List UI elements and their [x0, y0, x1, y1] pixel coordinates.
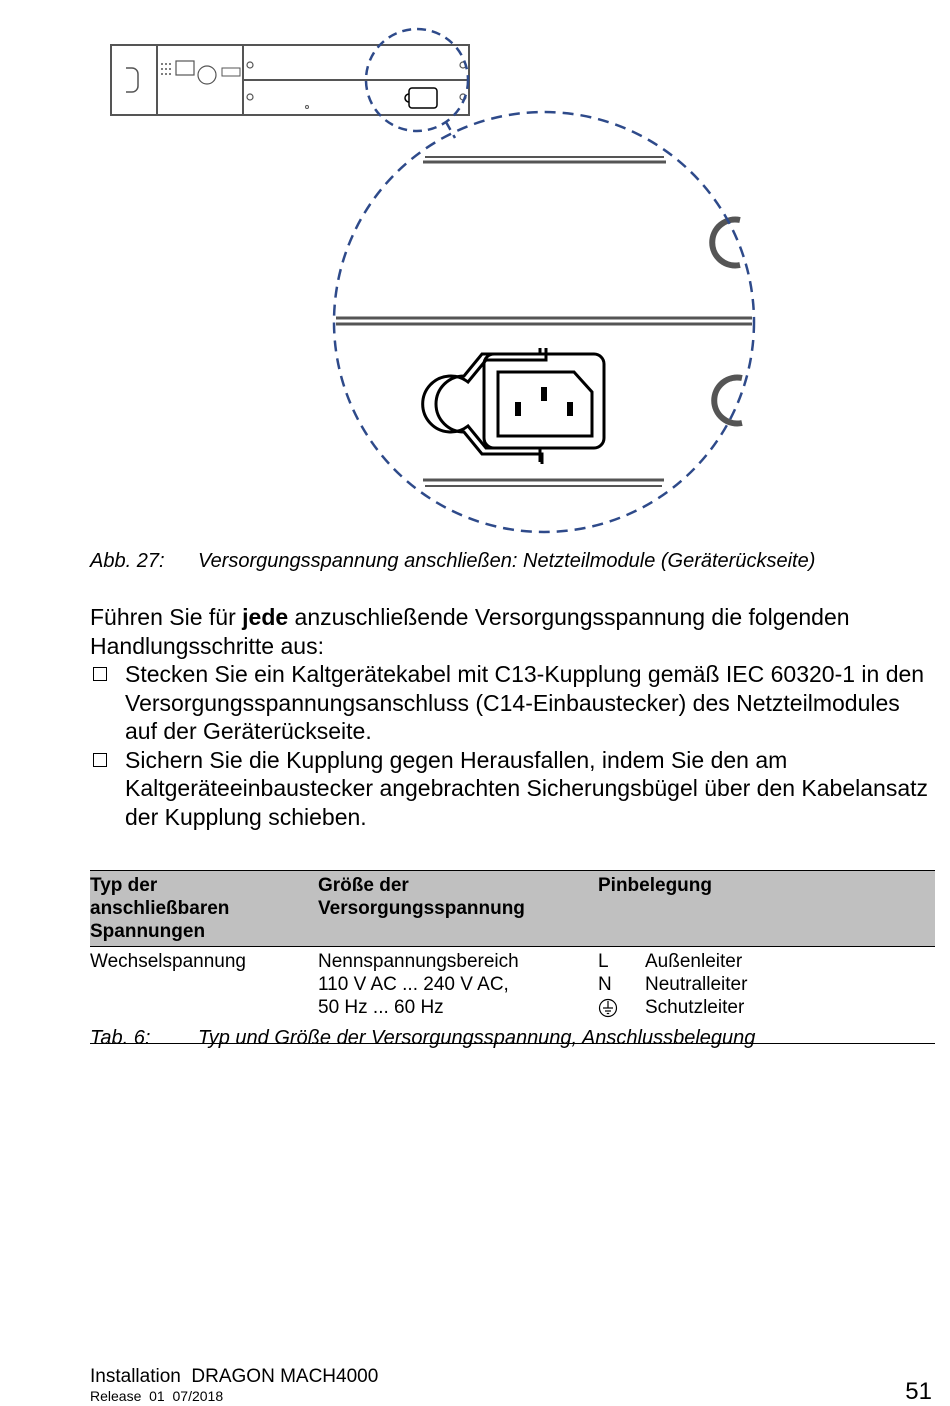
footer-title: Installation DRAGON MACH4000 [90, 1366, 379, 1387]
voltage-table [90, 870, 935, 1044]
table-label: Tab. 6: [90, 1027, 151, 1049]
table-header-row [90, 871, 935, 947]
step-item [90, 660, 935, 746]
size-line: 50 Hz ... 60 Hz [318, 997, 444, 1018]
header-text: Typ der anschließbaren Spannungen [90, 875, 230, 942]
table-caption [90, 1027, 755, 1050]
power-supply-figure [0, 0, 950, 540]
page-number: 51 [905, 1378, 932, 1405]
intro-prefix: Führen Sie für [90, 604, 243, 630]
header-voltage-size [318, 871, 598, 947]
pin-label: Außenleiter [645, 951, 743, 972]
pin-label: Schutzleiter [645, 997, 745, 1018]
intro-paragraph [90, 603, 935, 660]
socket-pins [515, 387, 573, 416]
figure-caption [90, 550, 815, 573]
cell-voltage-type: Wechselspannung [90, 947, 318, 1044]
header-pins: Pinbelegung [598, 871, 935, 947]
intro-emphasis: jede [242, 604, 289, 630]
size-line: Nennspannungsbereich [318, 951, 519, 972]
step-text: Stecken Sie ein Kaltgerätekabel mit C13-Kupplung gemäß IEC 60320-1 in den Versorgungsspannungsanschluss (C14-Einbaustecker) des Netzteilmodules auf der Geräterückseite. [125, 661, 925, 744]
magnified-detail [336, 157, 752, 486]
pin-code [598, 996, 645, 1019]
intro-suffix: anzuschließende Versorgungsspannung die folgenden Handlungsschritte aus: [90, 604, 850, 659]
panel-dots [161, 63, 171, 75]
figure-label: Abb. 27: [90, 550, 165, 572]
checkbox-icon [93, 753, 107, 767]
pin-label: Neutralleiter [645, 974, 748, 995]
pin-code: N [598, 974, 612, 995]
header-text: Größe der Versorgungsspannung [318, 875, 525, 919]
header-voltage-type [90, 871, 318, 947]
pin-row [598, 950, 935, 973]
step-item [90, 746, 935, 832]
pin-row [598, 973, 935, 996]
figure-caption-text: Versorgungsspannung anschließen: Netzteilmodule (Geräterückseite) [198, 550, 816, 572]
device-rear-panel [111, 45, 469, 115]
step-text: Sichern Sie die Kupplung gegen Herausfallen, indem Sie den am Kaltgeräteeinbaustecker angebrachten Sicherungsbügel über den Kabelansatz der Kupplung schieben. [125, 746, 929, 830]
pin-row [598, 996, 935, 1019]
magnifier-circle [334, 112, 754, 532]
c14-socket-icon [423, 348, 604, 464]
ground-icon [598, 998, 618, 1018]
table-caption-text: Typ und Größe der Versorgungsspannung, Anschlussbelegung [198, 1027, 756, 1049]
size-line: 110 V AC ... 240 V AC, [318, 974, 509, 995]
checkbox-icon [93, 667, 107, 681]
step-list [90, 660, 935, 831]
footer-release: Release 01 07/2018 [90, 1388, 224, 1404]
pin-code: L [598, 951, 609, 972]
